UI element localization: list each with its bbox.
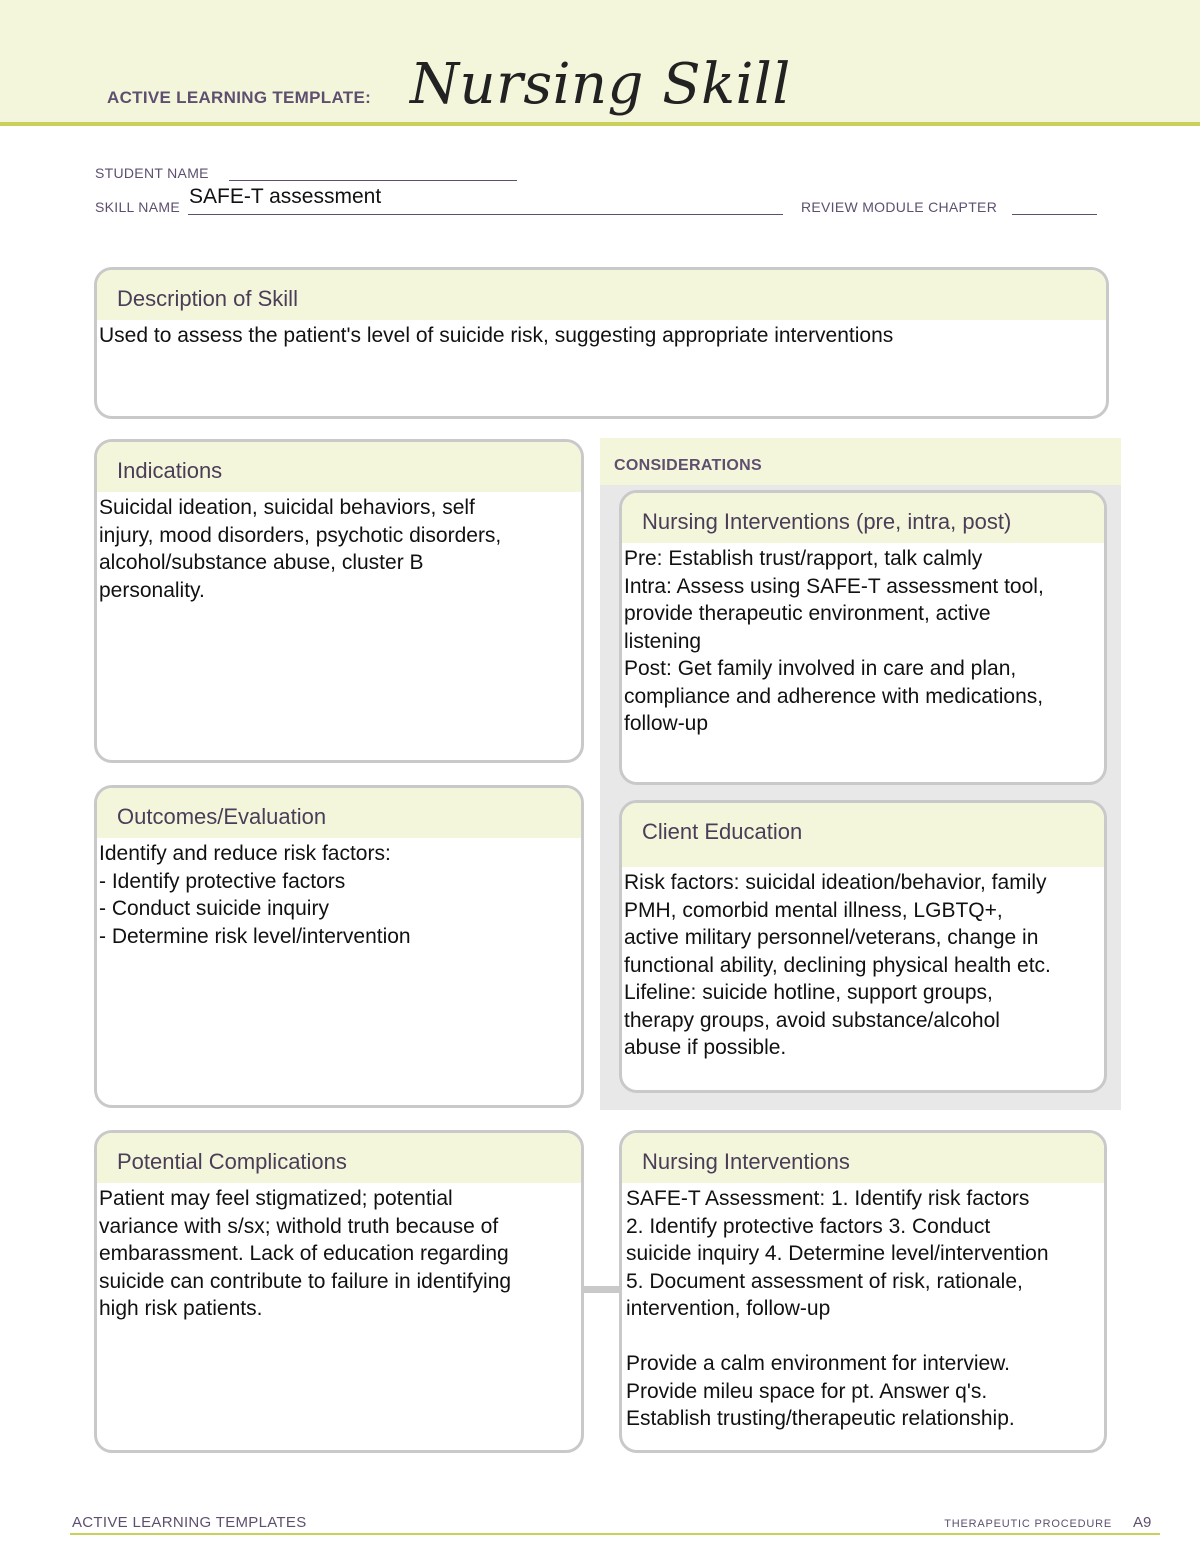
skill-name-line — [188, 214, 783, 215]
skill-name-field[interactable]: SAFE-T assessment — [189, 185, 382, 208]
indications-header — [97, 442, 581, 492]
outcomes-header — [97, 788, 581, 838]
template-title: Nursing Skill — [410, 52, 791, 117]
nursing-interventions-pip-body[interactable]: Pre: Establish trust/rapport, talk calmly Intra: Assess using SAFE-T assessment tool, provide therapeutic environment, active listening Post: Get family involved in care and plan, compliance and adherence with medications, follow-up — [624, 547, 1044, 735]
footer-left: ACTIVE LEARNING TEMPLATES — [72, 1514, 307, 1531]
considerations-label: CONSIDERATIONS — [614, 457, 762, 474]
description-header — [97, 270, 1106, 320]
outcomes-title: Outcomes/Evaluation — [117, 804, 327, 829]
nursing-interventions-body[interactable]: SAFE-T Assessment: 1. Identify risk factors 2. Identify protective factors 3. Conduct suicide inquiry 4. Determine level/intervention 5. Document assessment of risk, rationale, intervention, follow-up Provide a calm environment for interview. Provide mileu space for pt. Answer q's. Establish trusting/therapeutic relationship. — [626, 1187, 1049, 1430]
client-education-box — [619, 800, 1107, 1093]
student-name-label: STUDENT NAME — [95, 165, 209, 181]
template-label: ACTIVE LEARNING TEMPLATE: — [107, 88, 372, 107]
nursing-interventions-title: Nursing Interventions — [642, 1149, 850, 1174]
footer-page-number: A9 — [1133, 1514, 1152, 1531]
skill-name-label: SKILL NAME — [95, 199, 180, 215]
header-rule — [0, 122, 1200, 126]
considerations-header — [600, 438, 1121, 485]
nursing-interventions-box — [619, 1130, 1107, 1453]
footer-right: THERAPEUTIC PROCEDURE — [944, 1518, 1112, 1530]
complications-title: Potential Complications — [117, 1149, 347, 1174]
outcomes-box — [94, 785, 584, 1108]
complications-body[interactable]: Patient may feel stigmatized; potential variance with s/sx; withold truth because of embarassment. Lack of education regarding suicide can contribute to failure in identifying high risk patients. — [99, 1187, 512, 1320]
client-education-title: Client Education — [642, 819, 803, 844]
review-module-line — [1012, 214, 1097, 215]
review-module-label: REVIEW MODULE CHAPTER — [801, 199, 998, 215]
nursing-interventions-pip-title: Nursing Interventions (pre, intra, post) — [642, 509, 1012, 534]
description-body[interactable]: Used to assess the patient's level of suicide risk, suggesting appropriate interventions — [99, 324, 894, 347]
outcomes-body[interactable]: Identify and reduce risk factors: - Identify protective factors - Conduct suicide inquiry - Determine risk level/intervention — [99, 842, 411, 948]
description-title: Description of Skill — [117, 286, 298, 311]
nursing-interventions-pip-box — [619, 490, 1107, 785]
client-education-header — [622, 803, 1104, 867]
complications-box — [94, 1130, 584, 1453]
student-name-line — [229, 180, 517, 181]
indications-title: Indications — [117, 458, 223, 483]
description-box — [94, 267, 1109, 419]
box-connector — [583, 1286, 620, 1293]
complications-header — [97, 1133, 581, 1183]
footer-rule — [70, 1533, 1160, 1535]
client-education-body[interactable]: Risk factors: suicidal ideation/behavior, family PMH, comorbid mental illness, LGBTQ+, active military personnel/veterans, change in functional ability, declining physical health etc. Lifeline: suicide hotline, support groups, therapy groups, avoid substance/alcohol abuse if possible. — [624, 871, 1051, 1059]
indications-body[interactable]: Suicidal ideation, suicidal behaviors, self injury, mood disorders, psychotic disorders, alcohol/substance abuse, cluster B personality. — [99, 496, 502, 602]
nursing-interventions-header — [622, 1133, 1104, 1183]
indications-box — [94, 439, 584, 763]
nursing-interventions-pip-header — [622, 493, 1104, 543]
